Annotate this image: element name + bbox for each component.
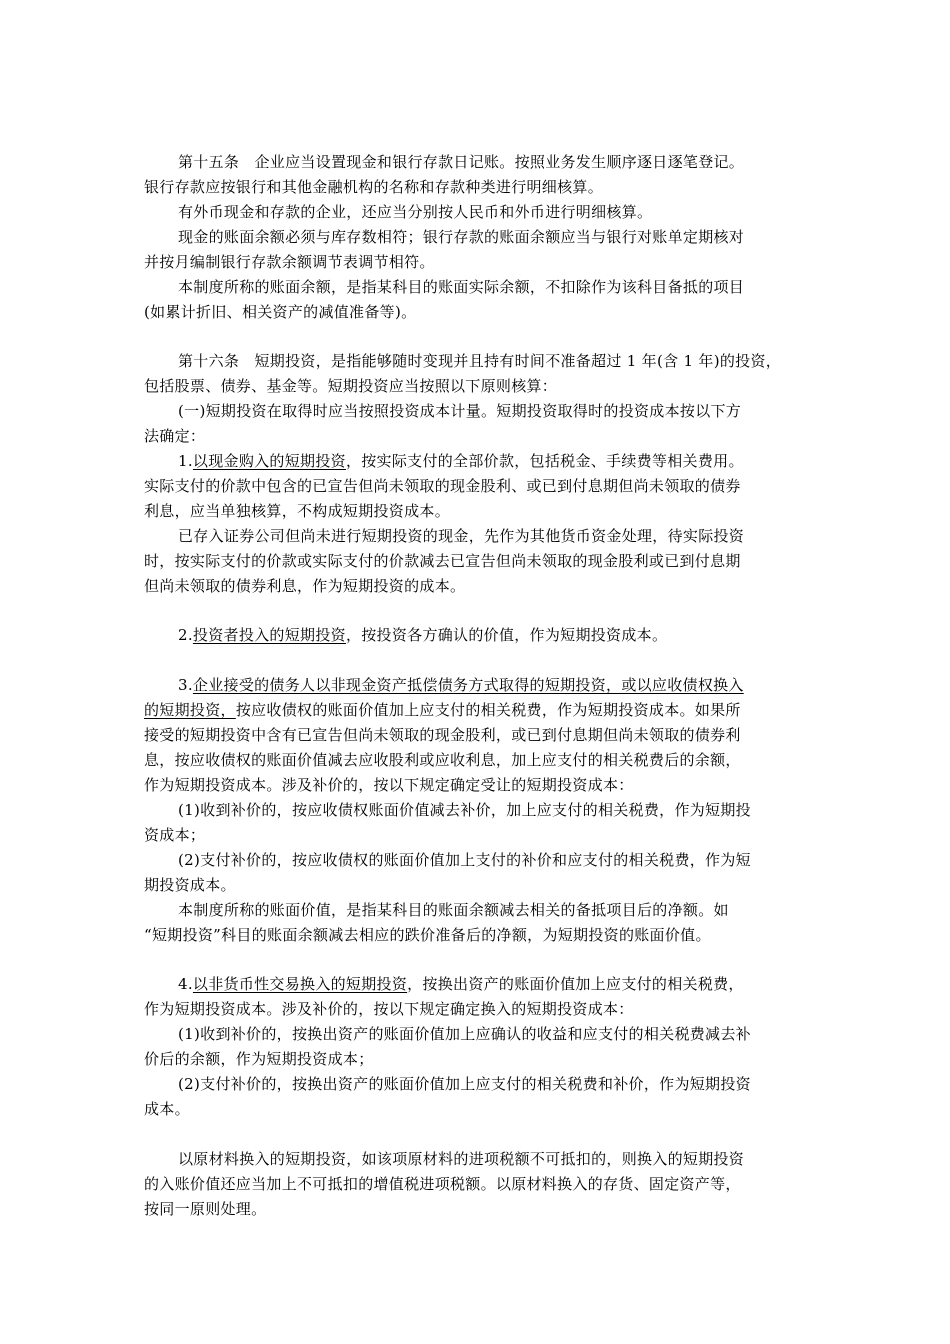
- item-4-number: 4.: [178, 975, 193, 993]
- item-1-text: ，按实际支付的全部价款，包括税金、手续费等相关费用。: [345, 452, 744, 470]
- item-3c-line-2: “短期投资”科目的账面余额减去相应的跌价准备后的净额，为短期投资的账面价值。: [144, 926, 711, 944]
- item-3-line-4: 息，按应收债权的账面价值减去应收股利或应收利息，加上应支付的相关税费后的余额，: [144, 751, 741, 769]
- article-15-line-2: 银行存款应按银行和其他金融机构的名称和存款种类进行明细核算。: [144, 178, 604, 196]
- item-1-number: 1.: [178, 452, 193, 470]
- item-2-title: 投资者投入的短期投资: [192, 626, 346, 644]
- item-4-line-2: 作为短期投资成本。涉及补价的，按以下规定确定换入的短期投资成本：: [144, 1000, 634, 1018]
- item-1-line-3: 利息，应当单独核算，不构成短期投资成本。: [144, 502, 451, 520]
- item-5-line-3: 按同一原则处理。: [144, 1200, 267, 1218]
- item-4-line-1: [178, 974, 824, 994]
- item-3-title-part-2: 的短期投资，: [144, 701, 236, 719]
- article-15-para-2: 有外币现金和存款的企业，还应当分别按人民币和外币进行明细核算。: [178, 203, 653, 221]
- article-15-para-3-line-1: 现金的账面余额必须与库存数相符；银行存款的账面余额应当与银行对账单定期核对: [178, 228, 745, 246]
- item-3c-line-1: 本制度所称的账面价值，是指某科目的账面余额减去相关的备抵项目后的净额。如: [178, 901, 729, 919]
- item-3-line-1: [178, 675, 824, 695]
- item-3-title-part-1: 企业接受的债务人以非现金资产抵偿债务方式取得的短期投资，或以应收债权换入: [192, 676, 744, 694]
- article-16-para-2-line-1: (一)短期投资在取得时应当按照投资成本计量。短期投资取得时的投资成本按以下方: [178, 402, 742, 420]
- item-1-title: 以现金购入的短期投资: [192, 452, 346, 470]
- item-2-number: 2.: [178, 626, 193, 644]
- item-1b-line-3: 但尚未领取的债券利息，作为短期投资的成本。: [144, 577, 466, 595]
- article-15-line-1: 第十五条 企业应当设置现金和银行存款日记账。按照业务发生顺序逐日逐笔登记。: [178, 153, 745, 171]
- item-3-number: 3.: [178, 676, 193, 694]
- article-16-line-1: 第十六条 短期投资，是指能够随时变现并且持有时间不准备超过 1 年(含 1 年)的投资，: [178, 352, 782, 370]
- item-5-line-1: 以原材料换入的短期投资，如该项原材料的进项税额不可抵扣的，则换入的短期投资: [178, 1150, 745, 1168]
- item-3a-line-1: (1)收到补价的，按应收债权账面价值减去补价，加上应支付的相关税费，作为短期投: [178, 801, 751, 819]
- item-4b-line-2: 成本。: [144, 1100, 190, 1118]
- item-2-text: ，按投资各方确认的价值，作为短期投资成本。: [345, 626, 668, 644]
- item-4-text: ，按换出资产的账面价值加上应支付的相关税费，: [407, 975, 744, 993]
- article-15-para-4-line-2: (如累计折旧、相关资产的减值准备等)。: [144, 303, 417, 321]
- item-1-line-1: [178, 451, 824, 471]
- article-16-para-2-line-2: 法确定：: [144, 427, 206, 445]
- article-15-para-3-line-2: 并按月编制银行存款余额调节表调节相符。: [144, 253, 435, 271]
- item-3b-line-2: 期投资成本。: [144, 876, 236, 894]
- item-1b-line-2: 时，按实际支付的价款或实际支付的价款减去已宣告但尚未领取的现金股利或已到付息期: [144, 552, 741, 570]
- item-3-line-3: 接受的短期投资中含有已宣告但尚未领取的现金股利，或已到付息期但尚未领取的债券利: [144, 726, 741, 744]
- item-1b-line-1: 已存入证券公司但尚未进行短期投资的现金，先作为其他货币资金处理，待实际投资: [178, 527, 745, 545]
- item-3-line-2: [144, 700, 824, 720]
- item-4a-line-2: 价后的余额，作为短期投资成本；: [144, 1050, 374, 1068]
- item-4-title: 以非货币性交易换入的短期投资: [192, 975, 408, 993]
- item-5-line-2: 的入账价值还应当加上不可抵扣的增值税进项税额。以原材料换入的存货、固定资产等，: [144, 1175, 741, 1193]
- article-16-line-2: 包括股票、债券、基金等。短期投资应当按照以下原则核算：: [144, 377, 558, 395]
- item-4b-line-1: (2)支付补价的，按换出资产的账面价值加上应支付的相关税费和补价，作为短期投资: [178, 1075, 751, 1093]
- item-3-line-5: 作为短期投资成本。涉及补价的，按以下规定确定受让的短期投资成本：: [144, 776, 634, 794]
- item-2-line-1: [178, 625, 824, 645]
- item-3b-line-1: (2)支付补价的，按应收债权的账面价值加上支付的补价和应支付的相关税费，作为短: [178, 851, 751, 869]
- item-3a-line-2: 资成本；: [144, 826, 206, 844]
- item-4a-line-1: (1)收到补价的，按换出资产的账面价值加上应确认的收益和应支付的相关税费减去补: [178, 1025, 751, 1043]
- article-15-para-4-line-1: 本制度所称的账面余额，是指某科目的账面实际余额，不扣除作为该科目备抵的项目: [178, 278, 745, 296]
- item-1-line-2: 实际支付的价款中包含的已宣告但尚未领取的现金股利、或已到付息期但尚未领取的债券: [144, 477, 741, 495]
- item-3-text: 按应收债权的账面价值加上应支付的相关税费，作为短期投资成本。如果所: [235, 701, 741, 719]
